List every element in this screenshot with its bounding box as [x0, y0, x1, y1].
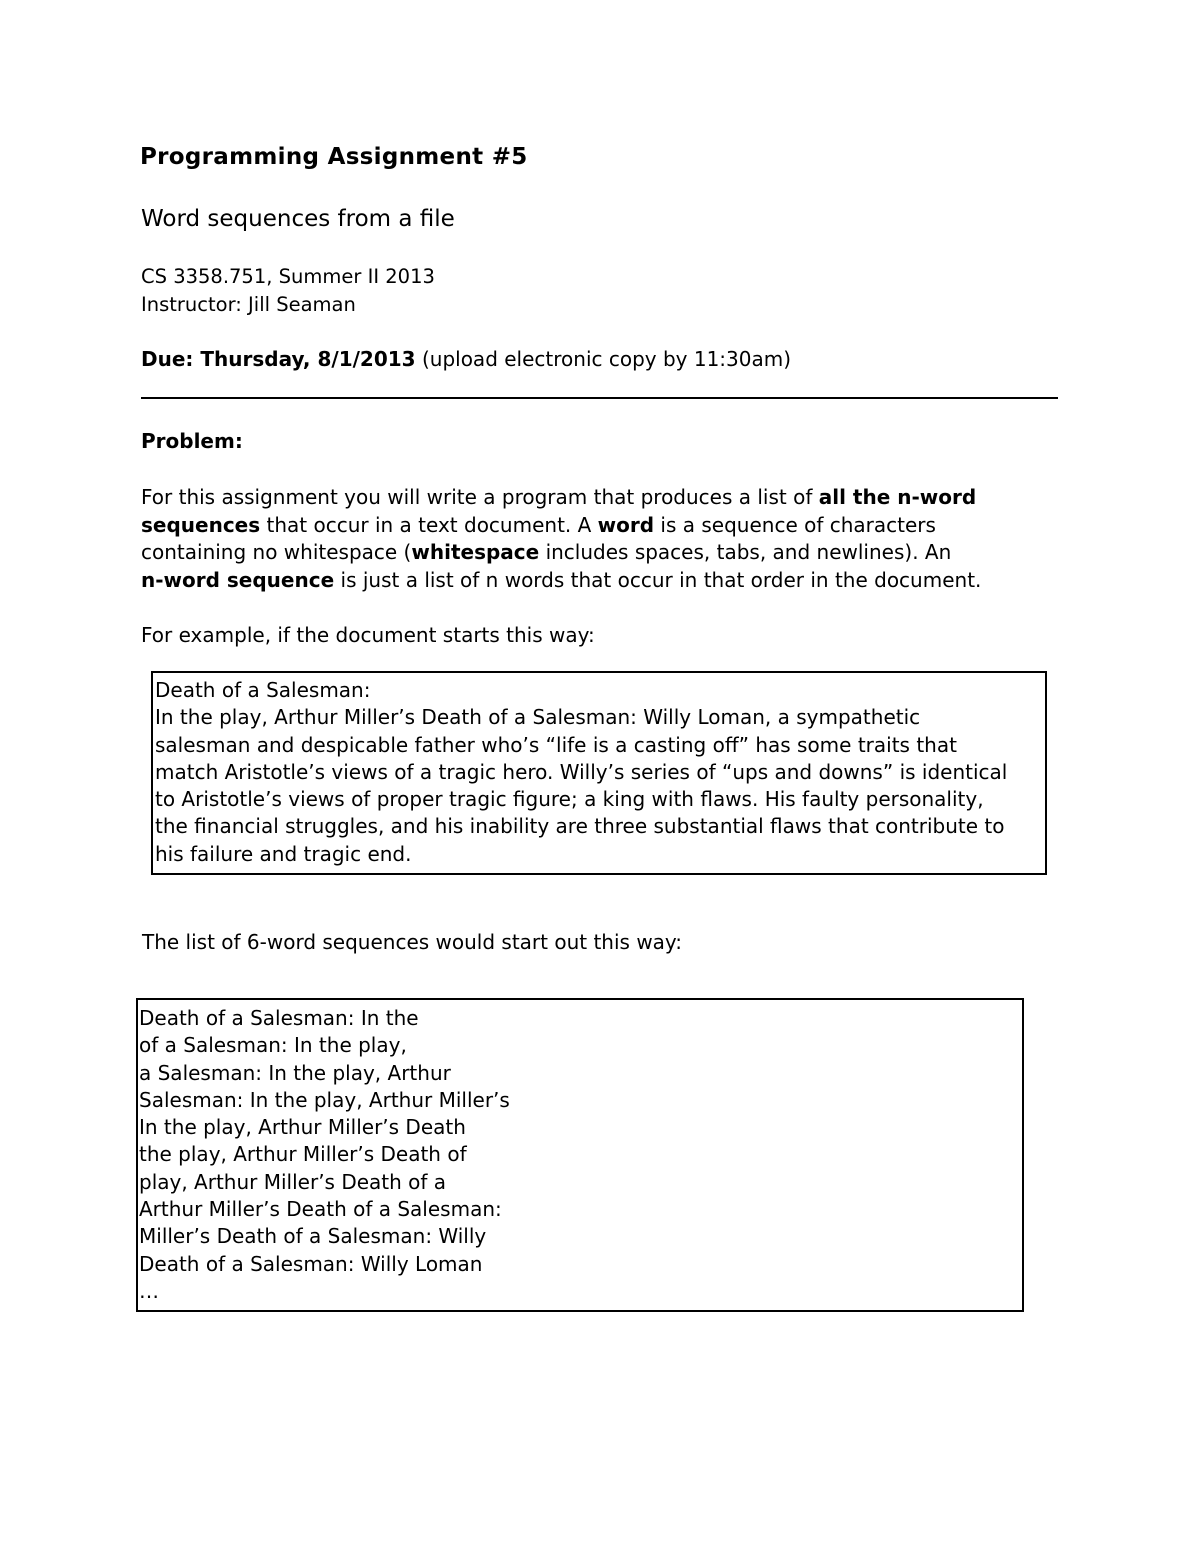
example-intro: For example, if the document starts this way: [141, 623, 595, 647]
paragraph-text: containing no whitespace ( [141, 540, 412, 564]
paragraph-line [141, 484, 1061, 512]
instructor-info: Instructor: Jill Seaman [141, 293, 356, 316]
assignment-title: Programming Assignment #5 [140, 144, 528, 170]
example-document-text [155, 677, 1007, 868]
sequence-ellipsis: … [139, 1278, 159, 1303]
paragraph-bold: sequences [141, 512, 261, 537]
paragraph-line [141, 512, 1061, 540]
sequence-line: Salesman: In the play, Arthur Miller’s [139, 1087, 510, 1112]
sequence-line: Death of a Salesman: In the [139, 1006, 419, 1030]
horizontal-divider [141, 397, 1058, 399]
sequence-line: of a Salesman: In the play, [139, 1033, 407, 1058]
sequence-list-box [136, 998, 1024, 1312]
example-line: the financial struggles, and his inability are three substantial flaws that contribute to [155, 814, 1005, 839]
example-line: match Aristotle’s views of a tragic hero. Willy’s series of “ups and downs” is identical [155, 759, 1008, 784]
due-date [141, 347, 791, 371]
paragraph-bold: n-word sequence [141, 567, 335, 592]
paragraph-bold: all the n-word [818, 485, 977, 509]
example-line: In the play, Arthur Miller’s Death of a Salesman: Willy Loman, a sympathetic [155, 705, 921, 730]
problem-heading: Problem: [141, 429, 243, 453]
sequence-line: the play, Arthur Miller’s Death of [139, 1142, 467, 1167]
sequence-line: Arthur Miller’s Death of a Salesman: [139, 1197, 502, 1222]
paragraph-text: includes spaces, tabs, and newlines). An [539, 540, 952, 564]
example-line: salesman and despicable father who’s “life is a casting off” has some traits that [155, 732, 957, 757]
paragraph-line [141, 567, 1061, 595]
paragraph-text: For this assignment you will write a program that produces a list of [141, 485, 819, 509]
sequence-line: In the play, Arthur Miller’s Death [139, 1115, 466, 1140]
assignment-subtitle: Word sequences from a file [141, 206, 455, 232]
sequence-line: Miller’s Death of a Salesman: Willy [139, 1224, 487, 1249]
sequence-list-text [139, 1005, 510, 1305]
course-info: CS 3358.751, Summer II 2013 [141, 265, 435, 288]
example-line: to Aristotle’s views of proper tragic figure; a king with flaws. His faulty personality, [155, 787, 984, 812]
paragraph-bold: word [597, 512, 655, 537]
example-document-box [151, 671, 1047, 875]
example-line: Death of a Salesman: [155, 678, 371, 702]
sequence-line: a Salesman: In the play, Arthur [139, 1060, 451, 1085]
paragraph-text: is just a list of n words that occur in that order in the document. [334, 567, 982, 592]
paragraph-text: is a sequence of characters [654, 512, 936, 537]
problem-paragraph [141, 484, 1061, 594]
sequence-line: play, Arthur Miller’s Death of a [139, 1169, 447, 1194]
paragraph-line [141, 539, 1061, 567]
paragraph-text: that occur in a text document. A [260, 512, 598, 537]
paragraph-bold: whitespace [411, 540, 540, 564]
due-date-label: Due: Thursday, 8/1/2013 [141, 347, 416, 371]
sequence-line: Death of a Salesman: Willy Loman [139, 1251, 483, 1276]
sequence-list-intro: The list of 6-word sequences would start out this way: [142, 930, 683, 954]
example-line: his failure and tragic end. [155, 841, 412, 866]
due-date-note: (upload electronic copy by 11:30am) [415, 347, 792, 371]
